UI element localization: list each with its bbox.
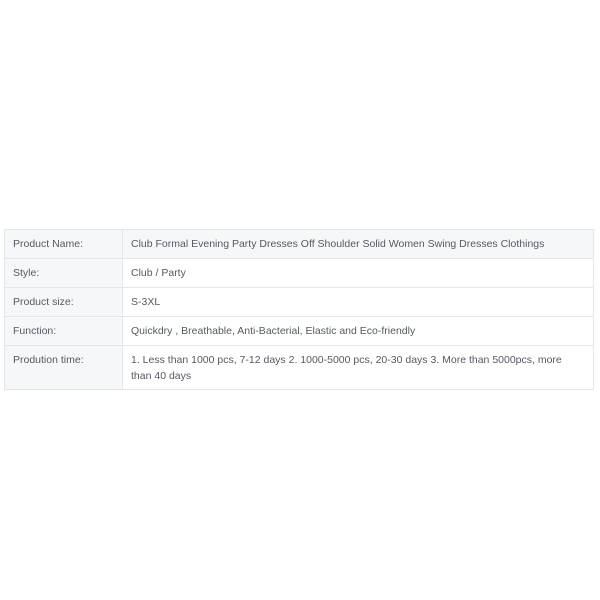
table-row-production-time — [5, 346, 594, 390]
row-value: Quickdry , Breathable, Anti-Bacterial, Elastic and Eco-friendly — [123, 317, 594, 346]
row-value: S-3XL — [123, 288, 594, 317]
table-row-style — [5, 259, 594, 288]
row-label: Style: — [5, 259, 123, 288]
row-value: 1. Less than 1000 pcs, 7-12 days 2. 1000-5000 pcs, 20-30 days 3. More than 5000pcs, more than 40 days — [123, 346, 594, 390]
row-value: Club / Party — [123, 259, 594, 288]
product-spec-table — [4, 229, 594, 390]
table-row-function — [5, 317, 594, 346]
table-row-product-name — [5, 230, 594, 259]
table-row-product-size — [5, 288, 594, 317]
row-label: Function: — [5, 317, 123, 346]
row-label: Prodution time: — [5, 346, 123, 390]
row-label: Product size: — [5, 288, 123, 317]
row-label: Product Name: — [5, 230, 123, 259]
row-value: Club Formal Evening Party Dresses Off Shoulder Solid Women Swing Dresses Clothings — [123, 230, 594, 259]
